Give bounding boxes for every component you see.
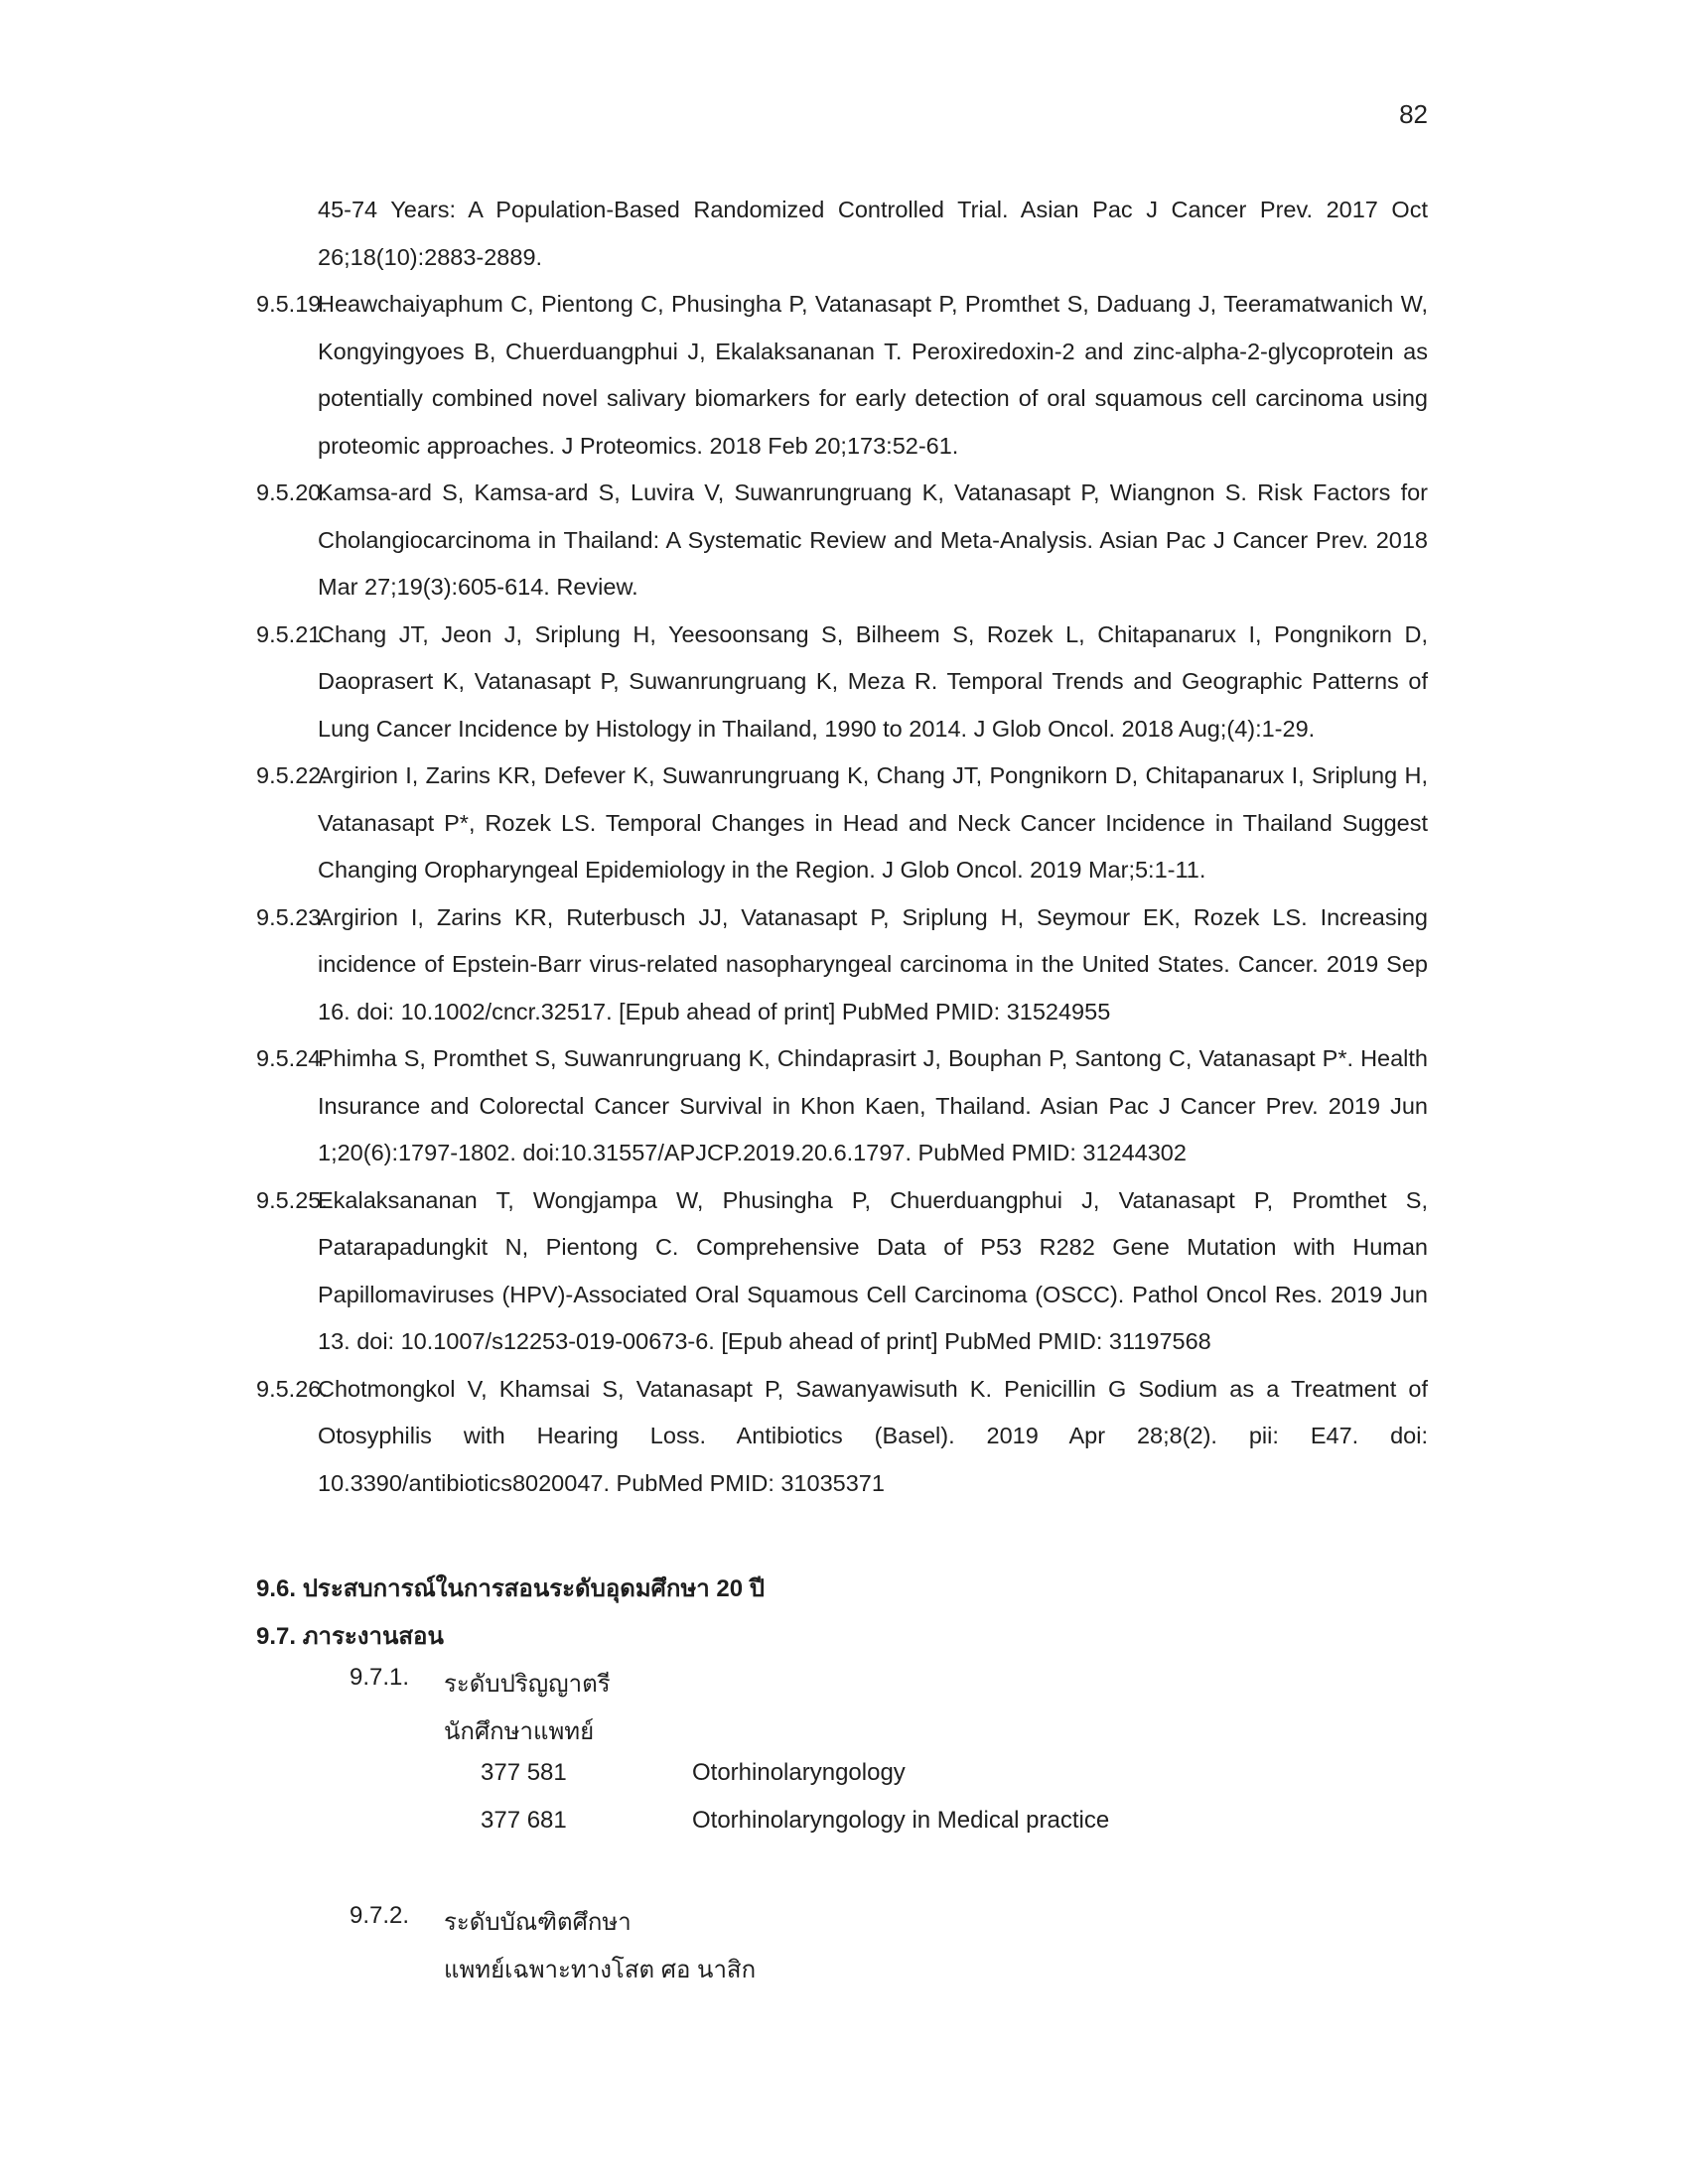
reference-number: 9.5.25. (256, 1186, 328, 1213)
course-code: 377 681 (481, 1807, 567, 1834)
reference-number: 9.5.26. (256, 1375, 328, 1402)
subsection-number: 9.7.1. (350, 1664, 410, 1691)
reference-text: Chang JT, Jeon J, Sriplung H, Yeesoonsang S, Bilheem S, Rozek L, Chitapanarux I, Pongnikorn D, Daoprasert K, Vatanasapt P, Suwanrungruang K, Meza R. Temporal Trends and Geographic Patterns of Lung Cancer Incidence by Histology in Thailand, 1990 to 2014. J Glob Oncol. 2018 Aug;(4):1-29. (318, 620, 1428, 742)
reference-text: Heawchaiyaphum C, Pientong C, Phusingha P, Vatanasapt P, Promthet S, Daduang J, Teeramatwanich W, Kongyingyoes B, Chuerduangphui J, Ekalaksananan T. Peroxiredoxin-2 and zinc-alpha-2-glycoprotein as potentially combined novel salivary biomarkers for early detection of oral squamous cell carcinoma using proteomic approaches. J Proteomics. 2018 Feb 20;173:52-61. (318, 291, 1428, 459)
reference-text: Argirion I, Zarins KR, Defever K, Suwanrungruang K, Chang JT, Pongnikorn D, Chitapanarux I, Sriplung H, Vatanasapt P*, Rozek LS. Temporal Changes in Head and Neck Cancer Incidence in Thailand Suggest Changing Oropharyngeal Epidemiology in the Region. J Glob Oncol. 2019 Mar;5:1-11. (318, 762, 1428, 883)
reference-item (256, 1035, 1428, 1177)
reference-text: Kamsa-ard S, Kamsa-ard S, Luvira V, Suwanrungruang K, Vatanasapt P, Wiangnon S. Risk Factors for Cholangiocarcinoma in Thailand: A Systematic Review and Meta-Analysis. Asian Pac J Cancer Prev. 2018 Mar 27;19(3):605-614. Review. (318, 479, 1428, 600)
subsection-title: ระดับบัณฑิตศึกษา (444, 1909, 632, 1936)
reference-number: 9.5.21. (256, 620, 328, 647)
subsection-title: ระดับปริญญาตรี (444, 1671, 611, 1698)
reference-number: 9.5.19. (256, 291, 328, 317)
reference-item (256, 470, 1428, 612)
course-name: Otorhinolaryngology in Medical practice (692, 1807, 1110, 1834)
reference-number: 9.5.23. (256, 903, 328, 930)
reference-number: 9.5.20. (256, 479, 328, 505)
reference-item (256, 752, 1428, 894)
student-group: นักศึกษาแพทย์ (444, 1718, 595, 1745)
reference-list (256, 187, 1428, 1507)
section-heading-teaching-load: 9.7. ภาระงานสอน (256, 1623, 444, 1650)
reference-text: Argirion I, Zarins KR, Ruterbusch JJ, Vatanasapt P, Sriplung H, Seymour EK, Rozek LS. Increasing incidence of Epstein-Barr virus-related nasopharyngeal carcinoma in the United States. Cancer. 2019 Sep 16. doi: 10.1002/cncr.32517. [Epub ahead of print] PubMed PMID: 31524955 (318, 903, 1428, 1024)
reference-item (256, 894, 1428, 1036)
section-heading-teaching-experience: 9.6. ประสบการณ์ในการสอนระดับอุดมศึกษา 20 ปี (256, 1575, 766, 1602)
reference-number: 9.5.24. (256, 1045, 328, 1071)
course-code: 377 581 (481, 1759, 567, 1786)
reference-item (256, 1366, 1428, 1508)
reference-number: 9.5.22. (256, 762, 328, 788)
student-group: แพทย์เฉพาะทางโสต ศอ นาสิก (444, 1957, 757, 1983)
reference-item (256, 1177, 1428, 1366)
reference-text: Phimha S, Promthet S, Suwanrungruang K, Chindaprasirt J, Bouphan P, Santong C, Vatanasapt P*. Health Insurance and Colorectal Cancer Survival in Khon Kaen, Thailand. Asian Pac J Cancer Prev. 2019 Jun 1;20(6):1797-1802. doi:10.31557/APJCP.2019.20.6.1797. PubMed PMID: 31244302 (318, 1045, 1428, 1165)
reference-text: Chotmongkol V, Khamsai S, Vatanasapt P, Sawanyawisuth K. Penicillin G Sodium as a Treatment of Otosyphilis with Hearing Loss. Antibiotics (Basel). 2019 Apr 28;8(2). pii: E47. doi: 10.3390/antibiotics8020047. PubMed PMID: 31035371 (318, 1375, 1428, 1496)
subsection-number: 9.7.2. (350, 1902, 410, 1929)
reference-item (256, 187, 1428, 281)
page-number: 82 (1399, 99, 1428, 129)
reference-item (256, 281, 1428, 470)
reference-text: Ekalaksananan T, Wongjampa W, Phusingha P, Chuerduangphui J, Vatanasapt P, Promthet S, Patarapadungkit N, Pientong C. Comprehensive Data of P53 R282 Gene Mutation with Human Papillomaviruses (HPV)-Associated Oral Squamous Cell Carcinoma (OSCC). Pathol Oncol Res. 2019 Jun 13. doi: 10.1007/s12253-019-00673-6. [Epub ahead of print] PubMed PMID: 31197568 (318, 1186, 1428, 1354)
reference-text: 45-74 Years: A Population-Based Randomized Controlled Trial. Asian Pac J Cancer Prev. 2017 Oct 26;18(10):2883-2889. (318, 197, 1428, 270)
reference-item (256, 612, 1428, 753)
course-name: Otorhinolaryngology (692, 1759, 906, 1786)
